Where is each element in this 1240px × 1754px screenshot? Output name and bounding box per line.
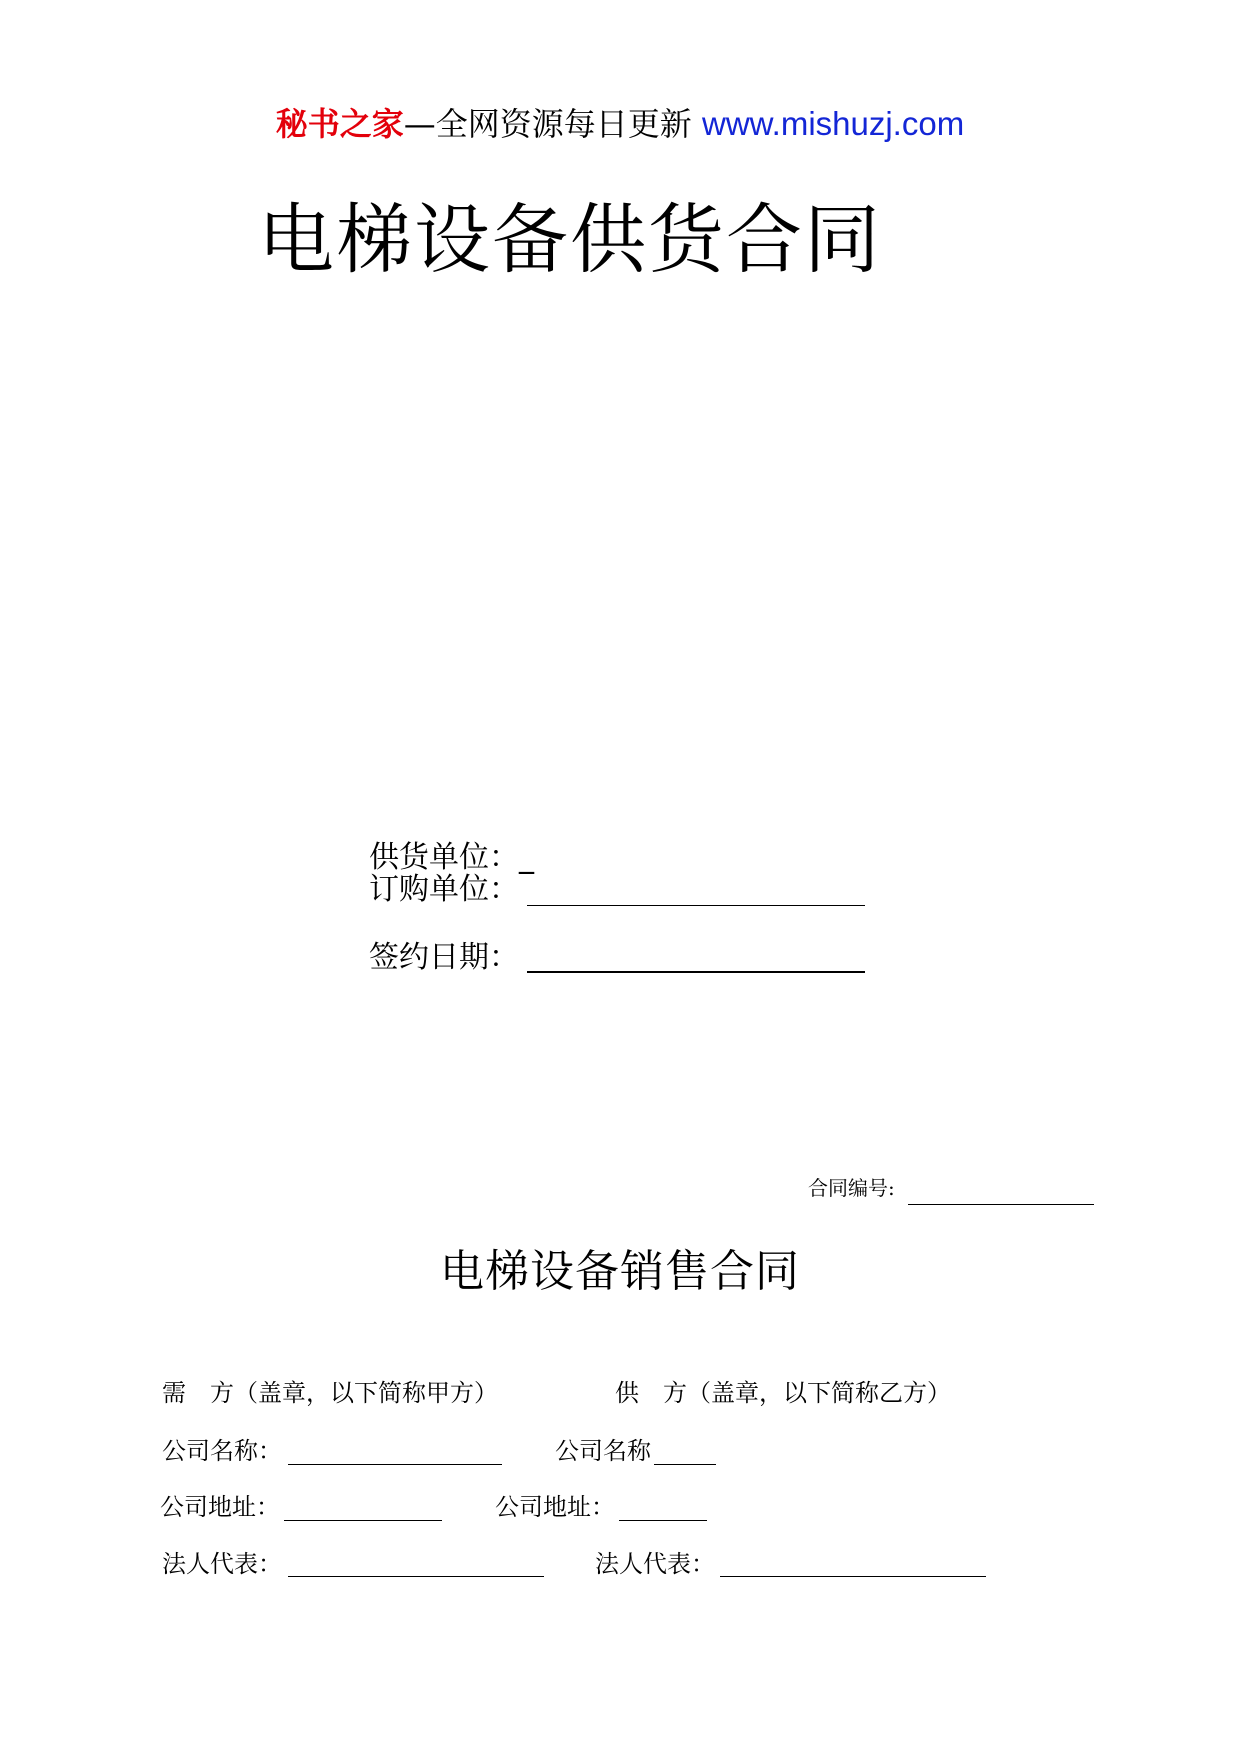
party-b-company-address-blank[interactable]	[619, 1520, 707, 1521]
supplier-label: 供货单位：_	[369, 840, 534, 875]
site-header	[0, 100, 1240, 148]
party-a-heading: 需 方（盖章，以下简称甲方）	[162, 1379, 498, 1407]
party-b-company-name-label: 公司名称	[555, 1437, 651, 1465]
party-b-legal-rep-blank[interactable]	[720, 1576, 986, 1577]
party-a-legal-rep-blank[interactable]	[288, 1576, 544, 1577]
party-a-company-address-label: 公司地址：	[160, 1493, 280, 1521]
party-b-company-address-label: 公司地址：	[495, 1493, 615, 1521]
site-url-link[interactable]: www.mishuzj.com	[701, 105, 965, 142]
buyer-field	[369, 872, 519, 908]
party-a-legal-rep-label: 法人代表：	[162, 1550, 282, 1578]
document-title: 电梯设备供货合同	[258, 195, 882, 284]
contract-number-label: 合同编号:	[808, 1176, 895, 1200]
contract-number-blank-line[interactable]	[908, 1204, 1094, 1205]
buyer-blank-line[interactable]	[527, 905, 865, 906]
buyer-label: 订购单位：	[369, 872, 519, 907]
party-b-legal-rep-label: 法人代表：	[595, 1550, 715, 1578]
party-a-company-name-label: 公司名称：	[162, 1437, 282, 1465]
sign-date-label: 签约日期：	[369, 940, 519, 975]
sign-date-blank-line[interactable]	[527, 971, 865, 973]
brand-name: 秘书之家	[275, 105, 404, 143]
party-a-company-address-blank[interactable]	[284, 1520, 442, 1521]
supplier-field	[369, 840, 534, 876]
party-b-heading: 供 方（盖章，以下简称乙方）	[615, 1379, 951, 1407]
party-b-company-name-blank[interactable]	[654, 1464, 716, 1465]
contract-title: 电梯设备销售合同	[440, 1246, 800, 1297]
party-a-company-name-blank[interactable]	[288, 1464, 502, 1465]
sign-date-field	[369, 940, 519, 976]
header-tagline: —全网资源每日更新	[403, 105, 692, 143]
contract-number	[808, 1175, 895, 1201]
